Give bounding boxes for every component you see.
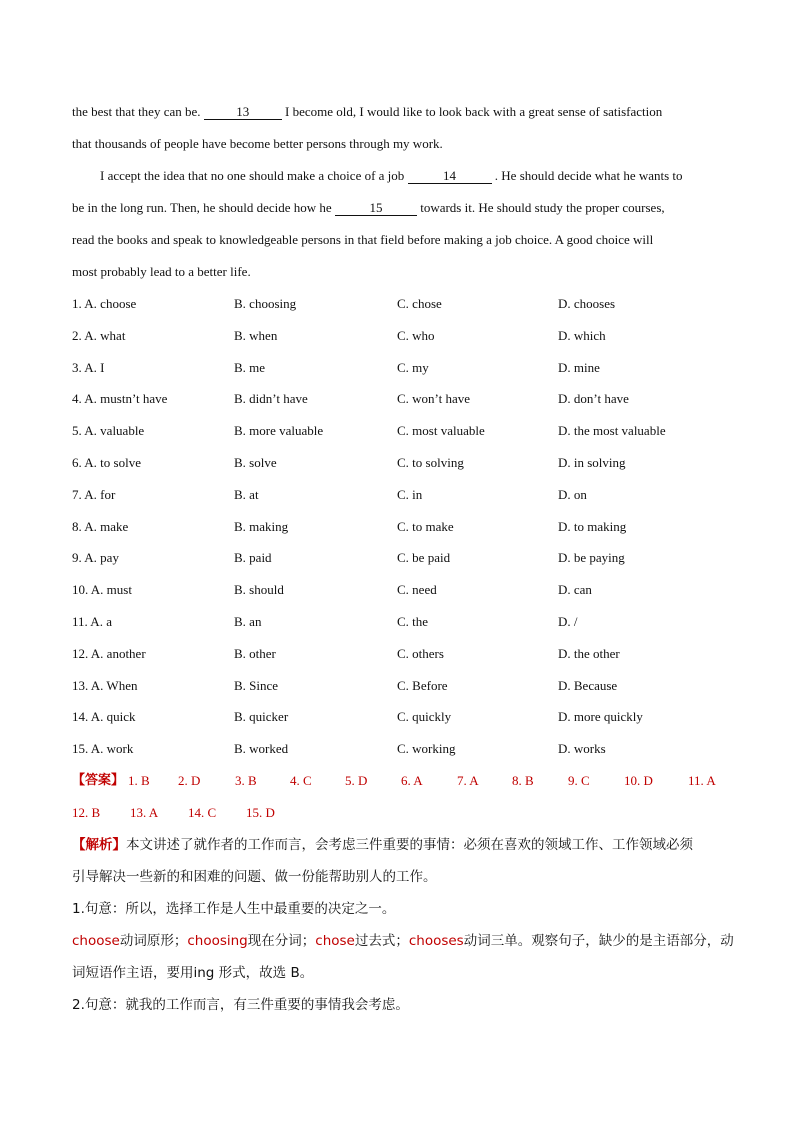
question-row bbox=[72, 288, 722, 320]
answer-item: 8. B bbox=[512, 772, 534, 788]
option-d: D. works bbox=[558, 741, 606, 757]
question-row bbox=[72, 733, 722, 765]
option-d: D. / bbox=[558, 613, 578, 629]
option-c: C. others bbox=[397, 645, 444, 661]
answer-label: 【答案】 bbox=[72, 772, 125, 788]
option-d: D. the most valuable bbox=[558, 423, 666, 439]
option-b: B. solve bbox=[234, 454, 277, 470]
question-row bbox=[72, 447, 722, 479]
question-row bbox=[72, 701, 722, 733]
passage-text: I become old, I would like to look back with a great sense of satisfaction bbox=[281, 104, 663, 119]
passage-line-1 bbox=[72, 96, 722, 128]
option-c: C. the bbox=[397, 613, 429, 629]
option-c: C. be paid bbox=[397, 550, 451, 566]
passage-line-6: most probably lead to a better life. bbox=[72, 264, 251, 279]
passage-line-5: read the books and speak to knowledgeable persons in that field before making a job choice. A good choice will bbox=[72, 232, 654, 247]
option-a: 2. A. what bbox=[72, 327, 126, 343]
option-a: 1. A. choose bbox=[72, 296, 137, 311]
blank-13: 13 bbox=[204, 105, 282, 120]
answer-item: 10. D bbox=[624, 772, 653, 788]
q1-meaning: 1.句意：所以，选择工作是人生中最重要的决定之一。 bbox=[72, 900, 396, 917]
passage-line-3 bbox=[72, 160, 722, 192]
passage-line-2: that thousands of people have become better persons through my work. bbox=[72, 136, 443, 151]
option-a: 5. A. valuable bbox=[72, 423, 145, 439]
analysis-label: 【解析】 bbox=[72, 836, 126, 853]
option-c: C. Before bbox=[397, 677, 448, 693]
option-a: 14. A. quick bbox=[72, 709, 136, 725]
question-row bbox=[72, 352, 722, 384]
option-d: D. Because bbox=[558, 677, 618, 693]
option-d: D. don’t have bbox=[558, 391, 629, 407]
option-d: D. on bbox=[558, 486, 587, 502]
answer-row-1 bbox=[72, 765, 722, 797]
question-row bbox=[72, 638, 722, 670]
option-c: C. my bbox=[397, 359, 429, 375]
word-choosing: choosing bbox=[187, 932, 248, 949]
answer-item: 6. A bbox=[401, 772, 423, 788]
option-b: B. paid bbox=[234, 550, 272, 566]
answer-item: 1. B bbox=[128, 772, 150, 788]
question-row bbox=[72, 479, 722, 511]
option-c: C. need bbox=[397, 582, 437, 598]
question-row bbox=[72, 511, 722, 543]
option-d: D. in solving bbox=[558, 454, 626, 470]
question-options bbox=[72, 288, 722, 765]
option-b: B. other bbox=[234, 645, 276, 661]
passage-text: the best that they can be. bbox=[72, 104, 204, 119]
option-b: B. worked bbox=[234, 741, 289, 757]
answer-item: 13. A bbox=[130, 804, 159, 820]
option-c: C. in bbox=[397, 486, 423, 502]
option-a: 8. A. make bbox=[72, 518, 129, 534]
option-b: B. Since bbox=[234, 677, 279, 693]
option-b: B. when bbox=[234, 327, 278, 343]
option-c: C. to make bbox=[397, 518, 454, 534]
option-d: D. more quickly bbox=[558, 709, 643, 725]
option-c: C. working bbox=[397, 741, 456, 757]
blank-15: 15 bbox=[335, 201, 417, 216]
answer-item: 15. D bbox=[246, 804, 275, 820]
option-b: B. me bbox=[234, 359, 266, 375]
option-a: 4. A. mustn’t have bbox=[72, 391, 168, 407]
option-b: B. quicker bbox=[234, 709, 289, 725]
option-b: B. at bbox=[234, 486, 259, 502]
word-chose: chose bbox=[315, 932, 355, 949]
option-a: 10. A. must bbox=[72, 582, 132, 598]
note-text: 过去式； bbox=[354, 932, 409, 949]
option-b: B. didn’t have bbox=[234, 391, 308, 407]
option-b: B. making bbox=[234, 518, 289, 534]
option-d: D. which bbox=[558, 327, 606, 343]
option-a: 12. A. another bbox=[72, 645, 146, 661]
answer-item: 7. A bbox=[457, 772, 479, 788]
question-row bbox=[72, 574, 722, 606]
note-text: 动词三单。观察句子，缺少的是主语部分，动 bbox=[463, 932, 734, 949]
note-text: 现在分词； bbox=[247, 932, 316, 949]
passage-text: towards it. He should study the proper courses, bbox=[416, 200, 665, 215]
option-a: 15. A. work bbox=[72, 741, 134, 757]
option-b: B. an bbox=[234, 613, 262, 629]
option-c: C. most valuable bbox=[397, 423, 485, 439]
option-d: D. to making bbox=[558, 518, 627, 534]
option-b: B. should bbox=[234, 582, 284, 598]
option-a: 6. A. to solve bbox=[72, 454, 141, 470]
option-c: C. chose bbox=[397, 296, 442, 311]
option-a: 9. A. pay bbox=[72, 550, 119, 566]
analysis-text: 本文讲述了就作者的工作而言，会考虑三件重要的事情：必须在喜欢的领域工作、工作领域必须 bbox=[126, 836, 693, 853]
answer-item: 2. D bbox=[178, 772, 201, 788]
answer-row-2 bbox=[72, 797, 722, 829]
option-d: D. can bbox=[558, 582, 592, 598]
question-row bbox=[72, 606, 722, 638]
analysis-summary-1 bbox=[72, 829, 722, 861]
answer-item: 11. A bbox=[688, 772, 716, 788]
question-row bbox=[72, 542, 722, 574]
question-row bbox=[72, 383, 722, 415]
option-c: C. quickly bbox=[397, 709, 452, 725]
word-chooses: chooses bbox=[408, 932, 464, 949]
option-c: C. who bbox=[397, 327, 435, 343]
answer-item: 14. C bbox=[188, 804, 217, 820]
question-row bbox=[72, 670, 722, 702]
answer-item: 12. B bbox=[72, 804, 101, 820]
answer-item: 9. C bbox=[568, 772, 590, 788]
option-a: 7. A. for bbox=[72, 486, 116, 502]
option-d: D. chooses bbox=[558, 296, 616, 311]
option-a: 11. A. a bbox=[72, 613, 112, 629]
q1-note-cont: 词短语作主语，要用ing 形式，故选 B。 bbox=[72, 964, 314, 981]
answer-item: 3. B bbox=[235, 772, 257, 788]
option-c: C. won’t have bbox=[397, 391, 471, 407]
option-b: B. choosing bbox=[234, 296, 297, 311]
document-page bbox=[72, 96, 734, 1021]
q2-meaning: 2.句意：就我的工作而言，有三件重要的事情我会考虑。 bbox=[72, 996, 409, 1013]
option-b: B. more valuable bbox=[234, 423, 324, 439]
answer-item: 4. C bbox=[290, 772, 312, 788]
question-row bbox=[72, 320, 722, 352]
passage-text: I accept the idea that no one should make a choice of a job bbox=[100, 168, 408, 183]
option-d: D. be paying bbox=[558, 550, 625, 566]
option-d: D. mine bbox=[558, 359, 600, 375]
q1-note bbox=[72, 925, 734, 957]
passage-text: be in the long run. Then, he should decide how he bbox=[72, 200, 335, 215]
word-choose: choose bbox=[72, 932, 120, 949]
analysis-summary-2: 引导解决一些新的和困难的问题、做一份能帮助别人的工作。 bbox=[72, 868, 437, 885]
option-d: D. the other bbox=[558, 645, 620, 661]
answer-item: 5. D bbox=[345, 772, 368, 788]
option-a: 13. A. When bbox=[72, 677, 138, 693]
note-text: 动词原形； bbox=[119, 932, 188, 949]
passage-line-4 bbox=[72, 192, 722, 224]
option-a: 3. A. I bbox=[72, 359, 105, 375]
option-c: C. to solving bbox=[397, 454, 464, 470]
passage-text: . He should decide what he wants to bbox=[491, 168, 683, 183]
blank-14: 14 bbox=[408, 169, 492, 184]
question-row bbox=[72, 415, 722, 447]
